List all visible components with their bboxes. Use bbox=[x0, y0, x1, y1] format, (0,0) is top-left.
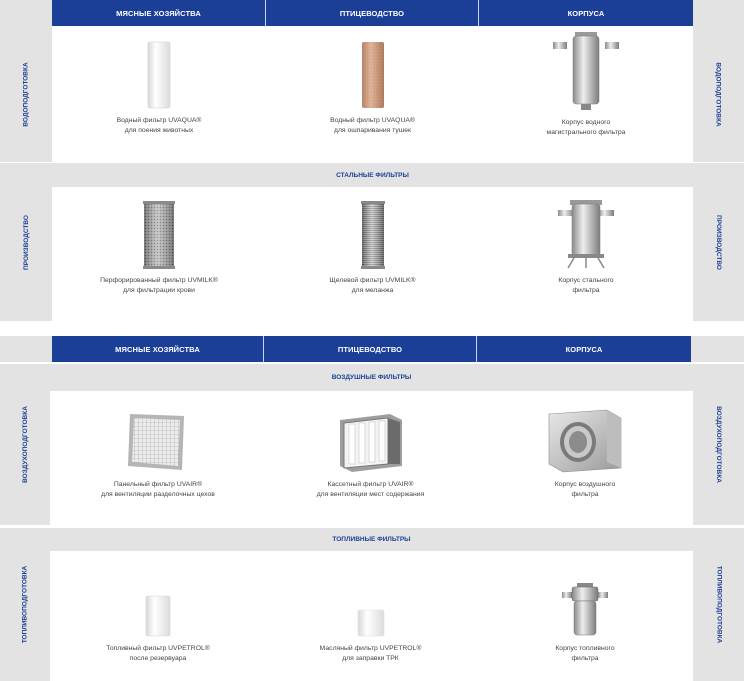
product-card bbox=[52, 592, 264, 678]
product-caption: Кассетный фильтр UVAIR® для вентиляции мест содержания bbox=[316, 481, 425, 498]
product-caption: Перфорированный фильтр UVMILK® для фильтрации крови bbox=[100, 277, 218, 294]
product-caption: Корпус воздушного фильтра bbox=[554, 481, 616, 498]
section-subheader: ТОПЛИВНЫЕ ФИЛЬТРЫ bbox=[50, 528, 693, 551]
product-card bbox=[479, 30, 693, 150]
table1-col-housings: КОРПУСА bbox=[479, 0, 693, 26]
table1-corner-right bbox=[693, 0, 744, 26]
product-card bbox=[477, 580, 693, 678]
product-caption: Корпус водного магистрального фильтра bbox=[546, 119, 626, 136]
wound-cartridge-filter-icon bbox=[358, 40, 388, 110]
table2-row1-label-right: ВОЗДУХОПОДГОТОВКА bbox=[693, 364, 744, 525]
product-caption: Щелевой фильтр UVMILK® для меланжа bbox=[329, 277, 416, 294]
table2-corner-left bbox=[0, 336, 52, 362]
fuel-housing-icon bbox=[560, 580, 610, 638]
product-caption: Водный фильтр UVAQUA® для ошпаривания тушек bbox=[330, 117, 415, 134]
steel-housing-icon bbox=[551, 30, 621, 112]
fuel-cartridge-icon bbox=[144, 592, 172, 638]
table1-row1-label-left: ВОДОПОДГОТОВКА bbox=[0, 26, 52, 162]
table1-row1-label-right: ВОДОПОДГОТОВКА bbox=[693, 26, 744, 162]
product-caption: Панельный фильтр UVAIR® для вентиляции разделочных цехов bbox=[101, 481, 215, 498]
section-subheader: ВОЗДУШНЫЕ ФИЛЬТРЫ bbox=[50, 364, 693, 391]
product-caption: Водный фильтр UVAQUA® для поения животных bbox=[116, 117, 202, 134]
product-caption: Корпус стального фильтра bbox=[558, 277, 614, 294]
table1-row2-label-right: ПРОИЗВОДСТВО bbox=[693, 163, 744, 321]
product-card bbox=[477, 400, 693, 519]
table2-row1-label-left: ВОЗДУХОПОДГОТОВКА bbox=[0, 364, 50, 525]
product-card bbox=[266, 198, 479, 313]
product-caption: Корпус топливного фильтра bbox=[555, 645, 615, 662]
section-subheader: СТАЛЬНЫЕ ФИЛЬТРЫ bbox=[52, 163, 693, 187]
duct-housing-icon bbox=[545, 400, 625, 474]
product-card bbox=[479, 198, 693, 313]
product-caption: Масляный фильтр UVPETROL® для заправки ТРК bbox=[319, 645, 422, 662]
table2-col-poultry: ПТИЦЕВОДСТВО bbox=[264, 336, 477, 362]
slotted-filter-icon bbox=[360, 198, 386, 270]
panel-filter-icon bbox=[126, 404, 190, 474]
table1-row2-label-left: ПРОИЗВОДСТВО bbox=[0, 163, 52, 321]
product-card bbox=[264, 600, 477, 678]
product-card bbox=[52, 198, 266, 313]
product-card bbox=[52, 40, 266, 150]
table1-corner-left bbox=[0, 0, 52, 26]
white-cartridge-filter-icon bbox=[144, 40, 174, 110]
product-caption: Топливный фильтр UVPETROL® после резервуара bbox=[106, 645, 210, 662]
product-card bbox=[264, 404, 477, 519]
product-card bbox=[52, 404, 264, 519]
table2-corner-right bbox=[691, 336, 744, 362]
table2-row2-label-left: ТОПЛИВОПОДГОТОВКА bbox=[0, 528, 50, 681]
table1-col-poultry: ПТИЦЕВОДСТВО bbox=[266, 0, 479, 26]
oil-cartridge-icon bbox=[356, 600, 386, 638]
product-card bbox=[266, 40, 479, 150]
bag-cassette-filter-icon bbox=[336, 404, 406, 474]
table1-col-meat: МЯСНЫЕ ХОЗЯЙСТВА bbox=[52, 0, 266, 26]
perforated-filter-icon bbox=[141, 198, 177, 270]
table2-col-meat: МЯСНЫЕ ХОЗЯЙСТВА bbox=[52, 336, 264, 362]
table2-col-housings: КОРПУСА bbox=[477, 336, 691, 362]
table2-row2-label-right: ТОПЛИВОПОДГОТОВКА bbox=[693, 528, 744, 681]
steel-housing-icon bbox=[556, 198, 616, 270]
